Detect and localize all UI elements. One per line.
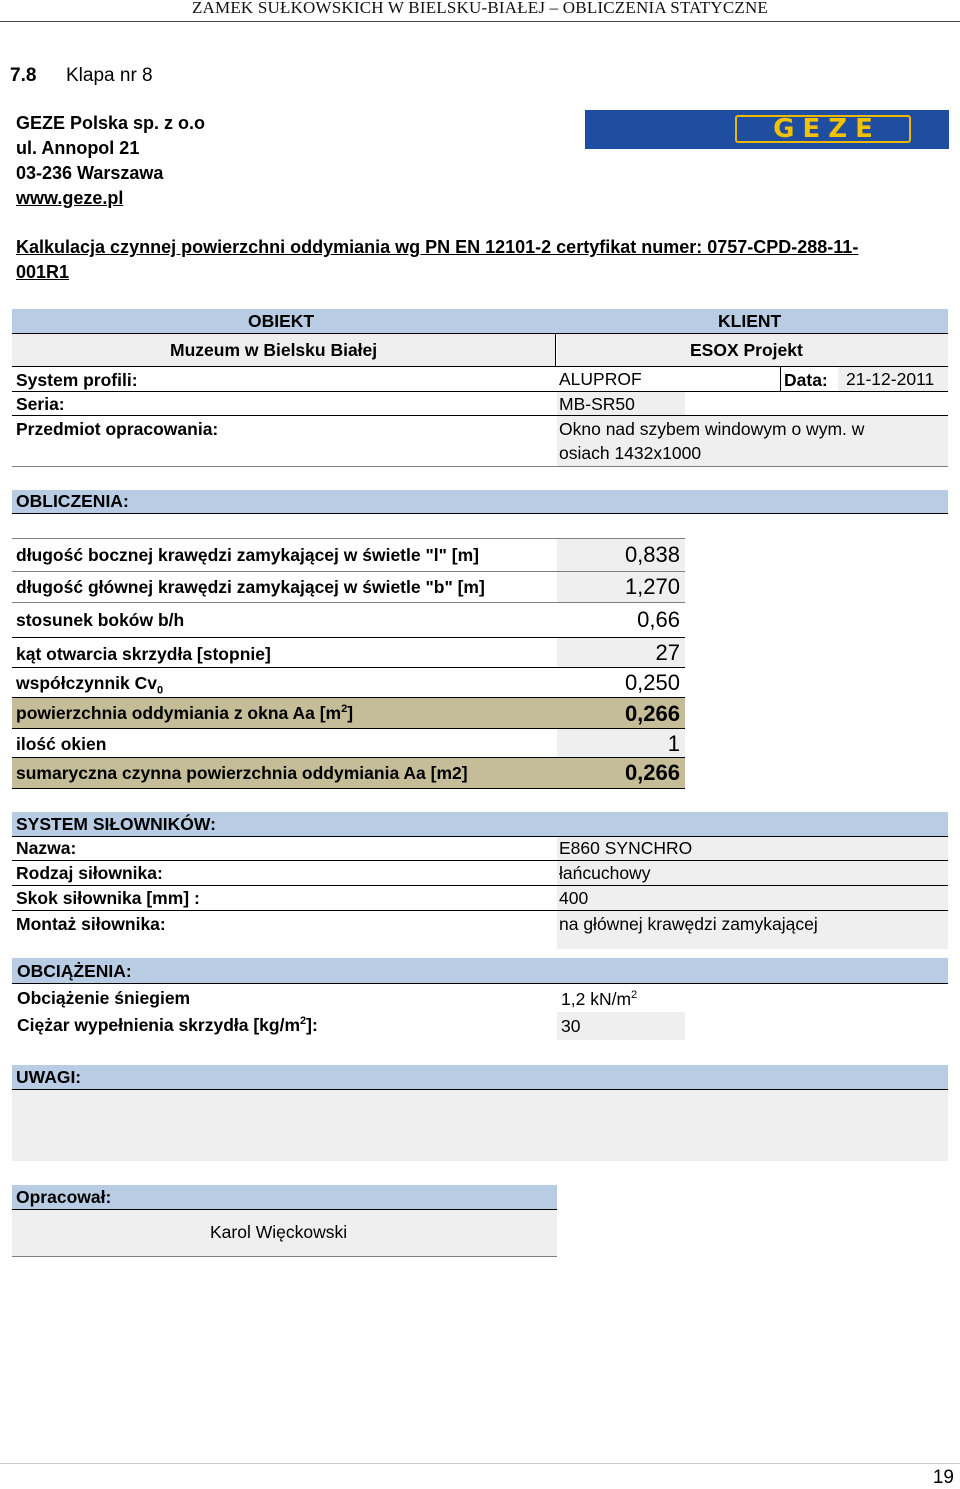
rule [12, 513, 948, 514]
weight-label-main: Ciężar wypełnienia skrzydła [kg/m [17, 1015, 301, 1035]
author-name: Karol Więckowski [210, 1222, 348, 1242]
cv-label-main: współczynnik Cv [16, 673, 158, 693]
calc-row-value-ratio: 0,66 [637, 607, 680, 632]
weight-value: 30 [561, 1016, 581, 1036]
obiekt-value: Muzeum w Bielsku Białej [170, 340, 378, 360]
calc-row-value-main-length: 1,270 [624, 574, 680, 599]
actuator-mount-label: Montaż siłownika: [16, 914, 166, 934]
date-label: Data: [784, 370, 828, 390]
author-header: Opracował: [16, 1187, 112, 1207]
calc-row-value-area: 0,266 [624, 701, 680, 726]
snow-load-value-sup: 2 [631, 989, 638, 1002]
calc-row-value-total-area: 0,266 [624, 760, 680, 785]
actuator-type-label: Rodzaj siłownika: [16, 863, 163, 883]
snow-load-label: Obciążenie śniegiem [17, 988, 191, 1008]
calc-header: OBLICZENIA: [16, 491, 129, 511]
system-label: System profili: [16, 370, 138, 390]
area-label-end: ] [347, 703, 354, 723]
geze-logo [585, 110, 949, 149]
snow-load-value-main: 1,2 kN/m [561, 989, 632, 1009]
section-number: 7.8 [10, 65, 37, 86]
notes-header: UWAGI: [16, 1067, 82, 1087]
weight-label [17, 1015, 318, 1036]
cv-label-sub: 0 [157, 684, 164, 697]
przedmiot-value-line2: osiach 1432x1000 [559, 443, 702, 463]
calc-row-label-cv [16, 673, 163, 697]
snow-load-value [561, 989, 637, 1010]
seria-value: MB-SR50 [559, 394, 635, 414]
rule [12, 391, 948, 392]
system-value: ALUPROF [559, 369, 642, 389]
calc-header-bar [12, 490, 948, 513]
rule [555, 334, 556, 366]
rule [12, 667, 685, 668]
notes-header-bar [12, 1065, 948, 1089]
rule [780, 367, 781, 391]
calc-title-line2: 001R1 [16, 262, 70, 282]
date-value: 21-12-2011 [846, 369, 935, 389]
calc-row-label-side-length: długość bocznej krawędzi zamykającej w świetle "l" [m] [16, 545, 479, 565]
obiekt-label: OBIEKT [248, 311, 315, 331]
calc-row-label-ratio: stosunek boków b/h [16, 610, 185, 630]
seria-label: Seria: [16, 394, 65, 414]
calc-row-value-side-length: 0,838 [624, 542, 680, 567]
company-website-link[interactable]: www.geze.pl [16, 188, 124, 208]
actuator-type-value: łańcuchowy [559, 863, 651, 883]
area-label-main: powierzchnia oddymiania z okna Aa [m [16, 703, 342, 723]
actuators-header: SYSTEM SIŁOWNIKÓW: [16, 814, 216, 834]
header-rule [0, 21, 960, 22]
logo-text: GEZE [773, 114, 881, 144]
loads-header-bar [12, 958, 948, 983]
rule [12, 366, 948, 367]
footer-rule [0, 1463, 960, 1464]
calc-row-label-total-area: sumaryczna czynna powierzchnia oddymiania Aa [m2] [16, 763, 468, 783]
page-number: 19 [932, 1467, 954, 1488]
calc-row-label-windows: ilość okien [16, 734, 107, 754]
klient-label: KLIENT [718, 311, 782, 331]
calc-row-value-windows: 1 [667, 731, 680, 756]
company-street: ul. Annopol 21 [16, 138, 140, 158]
running-header: ZAMEK SUŁKOWSKICH W BIELSKU-BIAŁEJ – OBLICZENIA STATYCZNE [191, 0, 769, 17]
calc-row-value-cv: 0,250 [624, 670, 680, 695]
notes-area [12, 1090, 948, 1161]
calc-title-line1: Kalkulacja czynnej powierzchni oddymiania wg PN EN 12101-2 certyfikat numer: 0757-CPD-288-11- [16, 237, 859, 257]
weight-label-end: ]: [306, 1015, 318, 1035]
area-label-sup: 2 [341, 703, 348, 716]
actuator-stroke-label: Skok siłownika [mm] : [16, 888, 200, 908]
przedmiot-value-line1: Okno nad szybem windowym o wym. w [559, 419, 865, 439]
calc-row-label-angle: kąt otwarcia skrzydła [stopnie] [16, 644, 271, 664]
logo-frame [735, 115, 911, 143]
przedmiot-label: Przedmiot opracowania: [16, 419, 219, 439]
actuator-name-label: Nazwa: [16, 838, 77, 858]
rule [12, 983, 948, 984]
calc-row-label-main-length: długość głównej krawędzi zamykającej w świetle "b" [m] [16, 577, 485, 597]
calc-row-value-angle: 27 [655, 640, 680, 665]
loads-header: OBCIĄŻENIA: [17, 961, 132, 981]
company-city: 03-236 Warszawa [16, 163, 164, 183]
rule [12, 788, 685, 789]
project-header-bar [12, 309, 948, 333]
actuator-mount-value: na głównej krawędzi zamykającej [559, 914, 818, 934]
company-name: GEZE Polska sp. z o.o [16, 113, 206, 133]
rule [12, 466, 948, 467]
klient-value: ESOX Projekt [690, 340, 803, 360]
rule [12, 1256, 557, 1257]
actuator-name-value: E860 SYNCHRO [559, 838, 693, 858]
section-title: Klapa nr 8 [66, 65, 153, 86]
weight-label-sup: 2 [300, 1015, 307, 1028]
actuator-value-cell [557, 886, 948, 910]
rule [12, 602, 685, 603]
actuator-stroke-value: 400 [559, 888, 589, 908]
calc-row-label-area [16, 703, 353, 724]
